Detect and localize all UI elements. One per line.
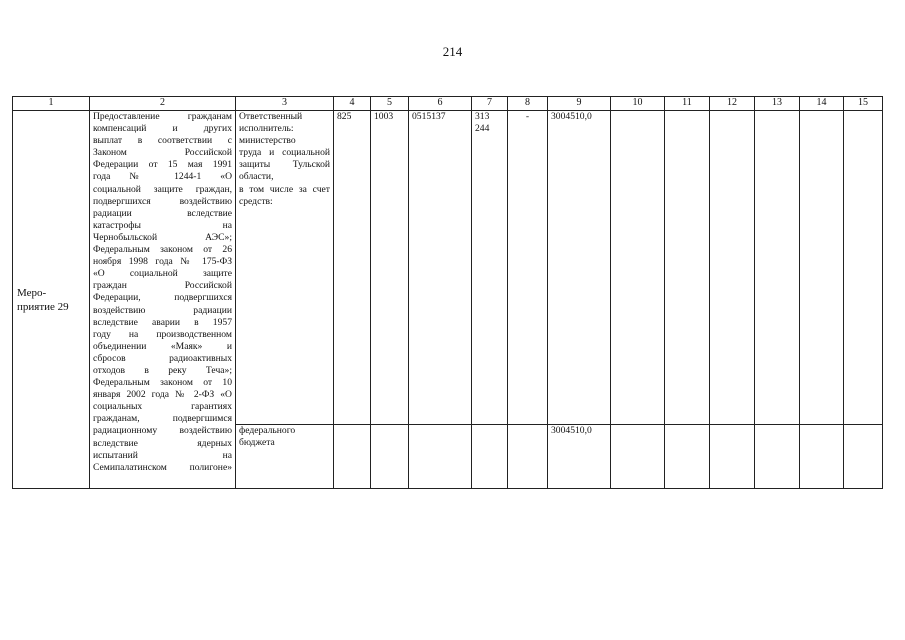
executor-line: средств: [239, 195, 273, 207]
sub-cell-col15 [844, 425, 883, 489]
sub-cell-col14 [800, 425, 844, 489]
description-line: отходов в реку Теча»; [93, 364, 232, 376]
executor-line: Ответственный [239, 111, 303, 122]
cell-col11 [665, 111, 710, 425]
header-cell: 13 [755, 97, 800, 111]
description-line: объединении «Маяк» и [93, 340, 232, 352]
sub-executor-line: федерального [239, 425, 296, 436]
executor-line: министерство [239, 135, 296, 147]
description-line: года № 1244-1 «О [93, 171, 232, 183]
cell-col7-line: 244 [475, 123, 490, 135]
description-line: социальной защите граждан, [93, 183, 232, 195]
table-row [13, 111, 883, 425]
cell-col5: 1003 [371, 111, 409, 425]
cell-col4: 825 [334, 111, 371, 425]
sub-cell-col13 [755, 425, 800, 489]
cell-col7-line: 313 [475, 111, 490, 122]
header-cell: 9 [548, 97, 611, 111]
header-cell: 5 [371, 97, 409, 111]
header-row [13, 97, 883, 111]
cell-col13 [755, 111, 800, 425]
cell-col7 [472, 111, 508, 425]
executor-line: области, [239, 171, 274, 183]
header-cell: 1 [13, 97, 90, 111]
sub-cell-col8 [508, 425, 548, 489]
sub-cell-col9: 3004510,0 [548, 425, 611, 489]
header-cell: 10 [611, 97, 665, 111]
description-line: вследствие аварии в 1957 [93, 316, 232, 328]
header-cell: 2 [90, 97, 236, 111]
description-line: подвергшихся воздействию [93, 195, 232, 207]
sub-cell-col4 [334, 425, 371, 489]
description-line: ноября 1998 года № 175-ФЗ [93, 256, 232, 268]
header-cell: 12 [710, 97, 755, 111]
header-cell: 11 [665, 97, 710, 111]
description-line: января 2002 года № 2-ФЗ «О [93, 389, 232, 401]
sub-cell-col5 [371, 425, 409, 489]
description-line: выплат в соответствии с [93, 135, 232, 147]
budget-table [12, 96, 883, 489]
description-line: воздействию радиации [93, 304, 232, 316]
header-cell: 8 [508, 97, 548, 111]
cell-col14 [800, 111, 844, 425]
header-cell: 14 [800, 97, 844, 111]
description-line: Законом Российской [93, 147, 232, 159]
description-line: граждан Российской [93, 280, 232, 292]
description-line: радиационному воздействию [93, 425, 232, 437]
description-line: Федерации, подвергшихся [93, 292, 232, 304]
header-cell: 7 [472, 97, 508, 111]
description-line: Чернобыльской АЭС»; [93, 231, 232, 243]
executor-cell [236, 111, 334, 425]
header-cell: 4 [334, 97, 371, 111]
sub-cell-col7 [472, 425, 508, 489]
executor-line: защиты Тульской [239, 159, 330, 171]
description-line: году на производственном [93, 328, 232, 340]
description-line: социальных гарантиях [93, 401, 232, 413]
description-line: катастрофы на [93, 219, 232, 231]
cell-col15 [844, 111, 883, 425]
description-line: вследствие ядерных [93, 437, 232, 449]
header-cell: 3 [236, 97, 334, 111]
description-line: гражданам, подвергшимся [93, 413, 232, 425]
description-line: Федеральным законом от 26 [93, 244, 232, 256]
sub-executor-cell [236, 425, 334, 489]
cell-col6: 0515137 [409, 111, 472, 425]
description-line: сбросов радиоактивных [93, 352, 232, 364]
sub-cell-col6 [409, 425, 472, 489]
measure-label-cell [13, 111, 90, 489]
page-number: 214 [442, 44, 463, 59]
sub-cell-col12 [710, 425, 755, 489]
description-cell [90, 111, 236, 489]
cell-col10 [611, 111, 665, 425]
description-line: Федерации от 15 мая 1991 [93, 159, 232, 171]
sub-cell-col10 [611, 425, 665, 489]
description-line: компенсаций и других [93, 123, 232, 135]
description-line: Семипалатинском полигоне» [93, 461, 232, 473]
description-line: Предоставление гражданам [93, 111, 232, 122]
description-line: радиации вследствие [93, 207, 232, 219]
cell-col8: - [508, 111, 548, 425]
header-cell: 6 [409, 97, 472, 111]
measure-label-line: приятие 29 [17, 300, 69, 313]
measure-label-line: Меро- [17, 286, 47, 299]
executor-line: исполнитель: [239, 123, 294, 135]
header-cell: 15 [844, 97, 883, 111]
cell-col12 [710, 111, 755, 425]
cell-col9: 3004510,0 [548, 111, 611, 425]
description-line: испытаний на [93, 449, 232, 461]
sub-executor-line: бюджета [239, 437, 275, 449]
executor-line: в том числе за счет [239, 183, 330, 195]
executor-line: труда и социальной [239, 147, 330, 159]
description-line: «О социальной защите [93, 268, 232, 280]
sub-cell-col11 [665, 425, 710, 489]
description-line: Федеральным законом от 10 [93, 377, 232, 389]
